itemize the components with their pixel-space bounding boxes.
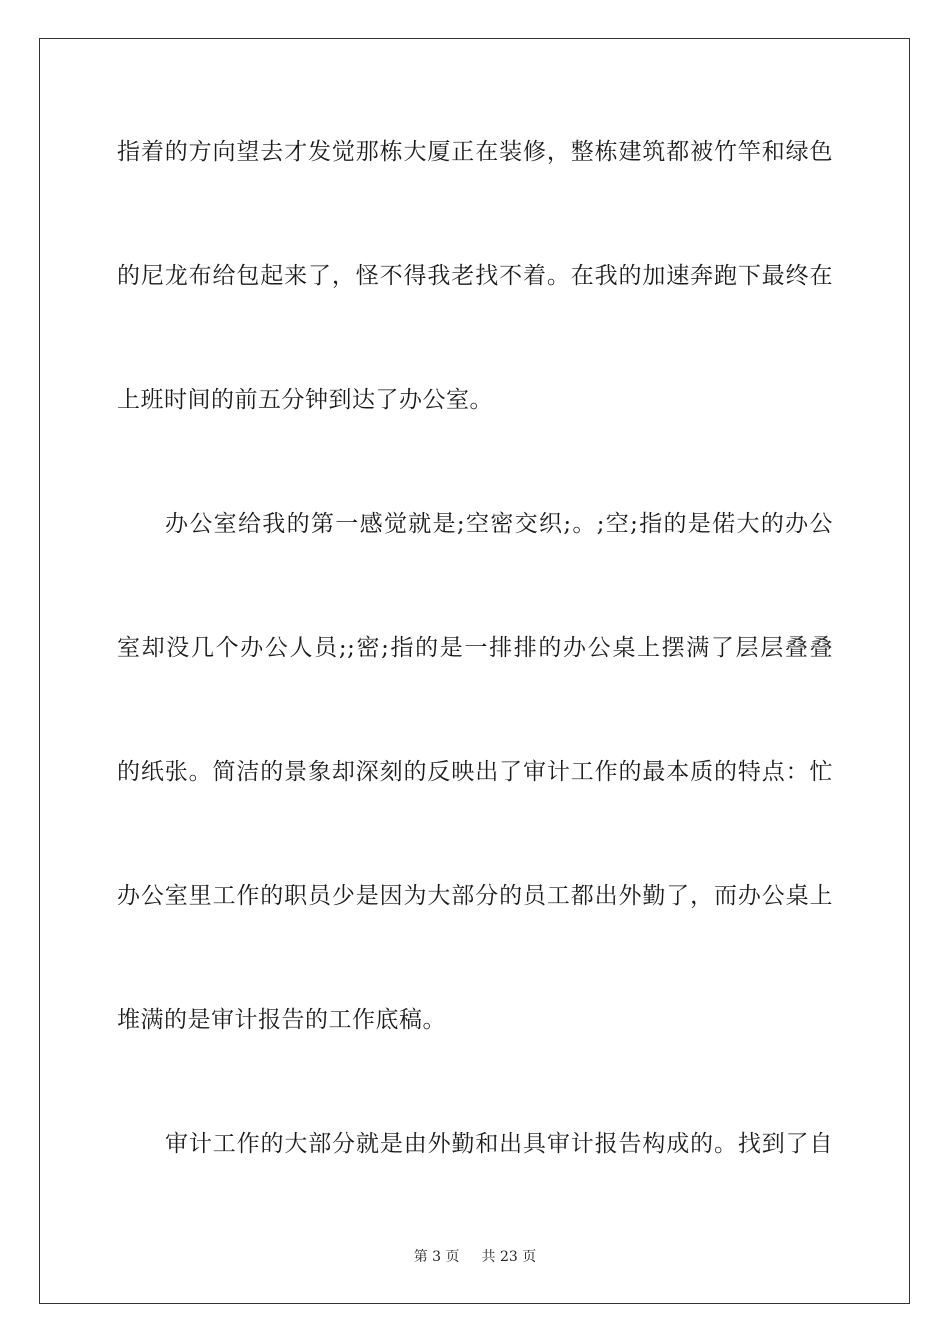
body-text-line-3: 上班时间的前五分钟到达了办公室。	[117, 387, 493, 413]
body-text-line-4: 办公室给我的第一感觉就是;空密交织;。;空;指的是偌大的办公	[165, 511, 833, 537]
body-text-line-6: 的纸张。简洁的景象却深刻的反映出了审计工作的最本质的特点：忙	[117, 759, 833, 785]
page-border	[39, 38, 910, 1304]
body-text-line-5: 室却没几个办公人员;;密;指的是一排排的办公桌上摆满了层层叠叠	[117, 635, 833, 661]
page-total: 共 23 页	[481, 1249, 537, 1265]
body-text-line-2: 的尼龙布给包起来了，怪不得我老找不着。在我的加速奔跑下最终在	[117, 263, 833, 289]
page-number: 第 3 页	[413, 1249, 460, 1265]
page-footer	[0, 1248, 950, 1266]
body-text-line-7: 办公室里工作的职员少是因为大部分的员工都出外勤了，而办公桌上	[117, 883, 833, 909]
body-text-line-1: 指着的方向望去才发觉那栋大厦正在装修，整栋建筑都被竹竿和绿色	[117, 139, 833, 165]
body-text-line-9: 审计工作的大部分就是由外勤和出具审计报告构成的。找到了自	[165, 1131, 833, 1157]
body-text-line-8: 堆满的是审计报告的工作底稿。	[117, 1007, 446, 1033]
